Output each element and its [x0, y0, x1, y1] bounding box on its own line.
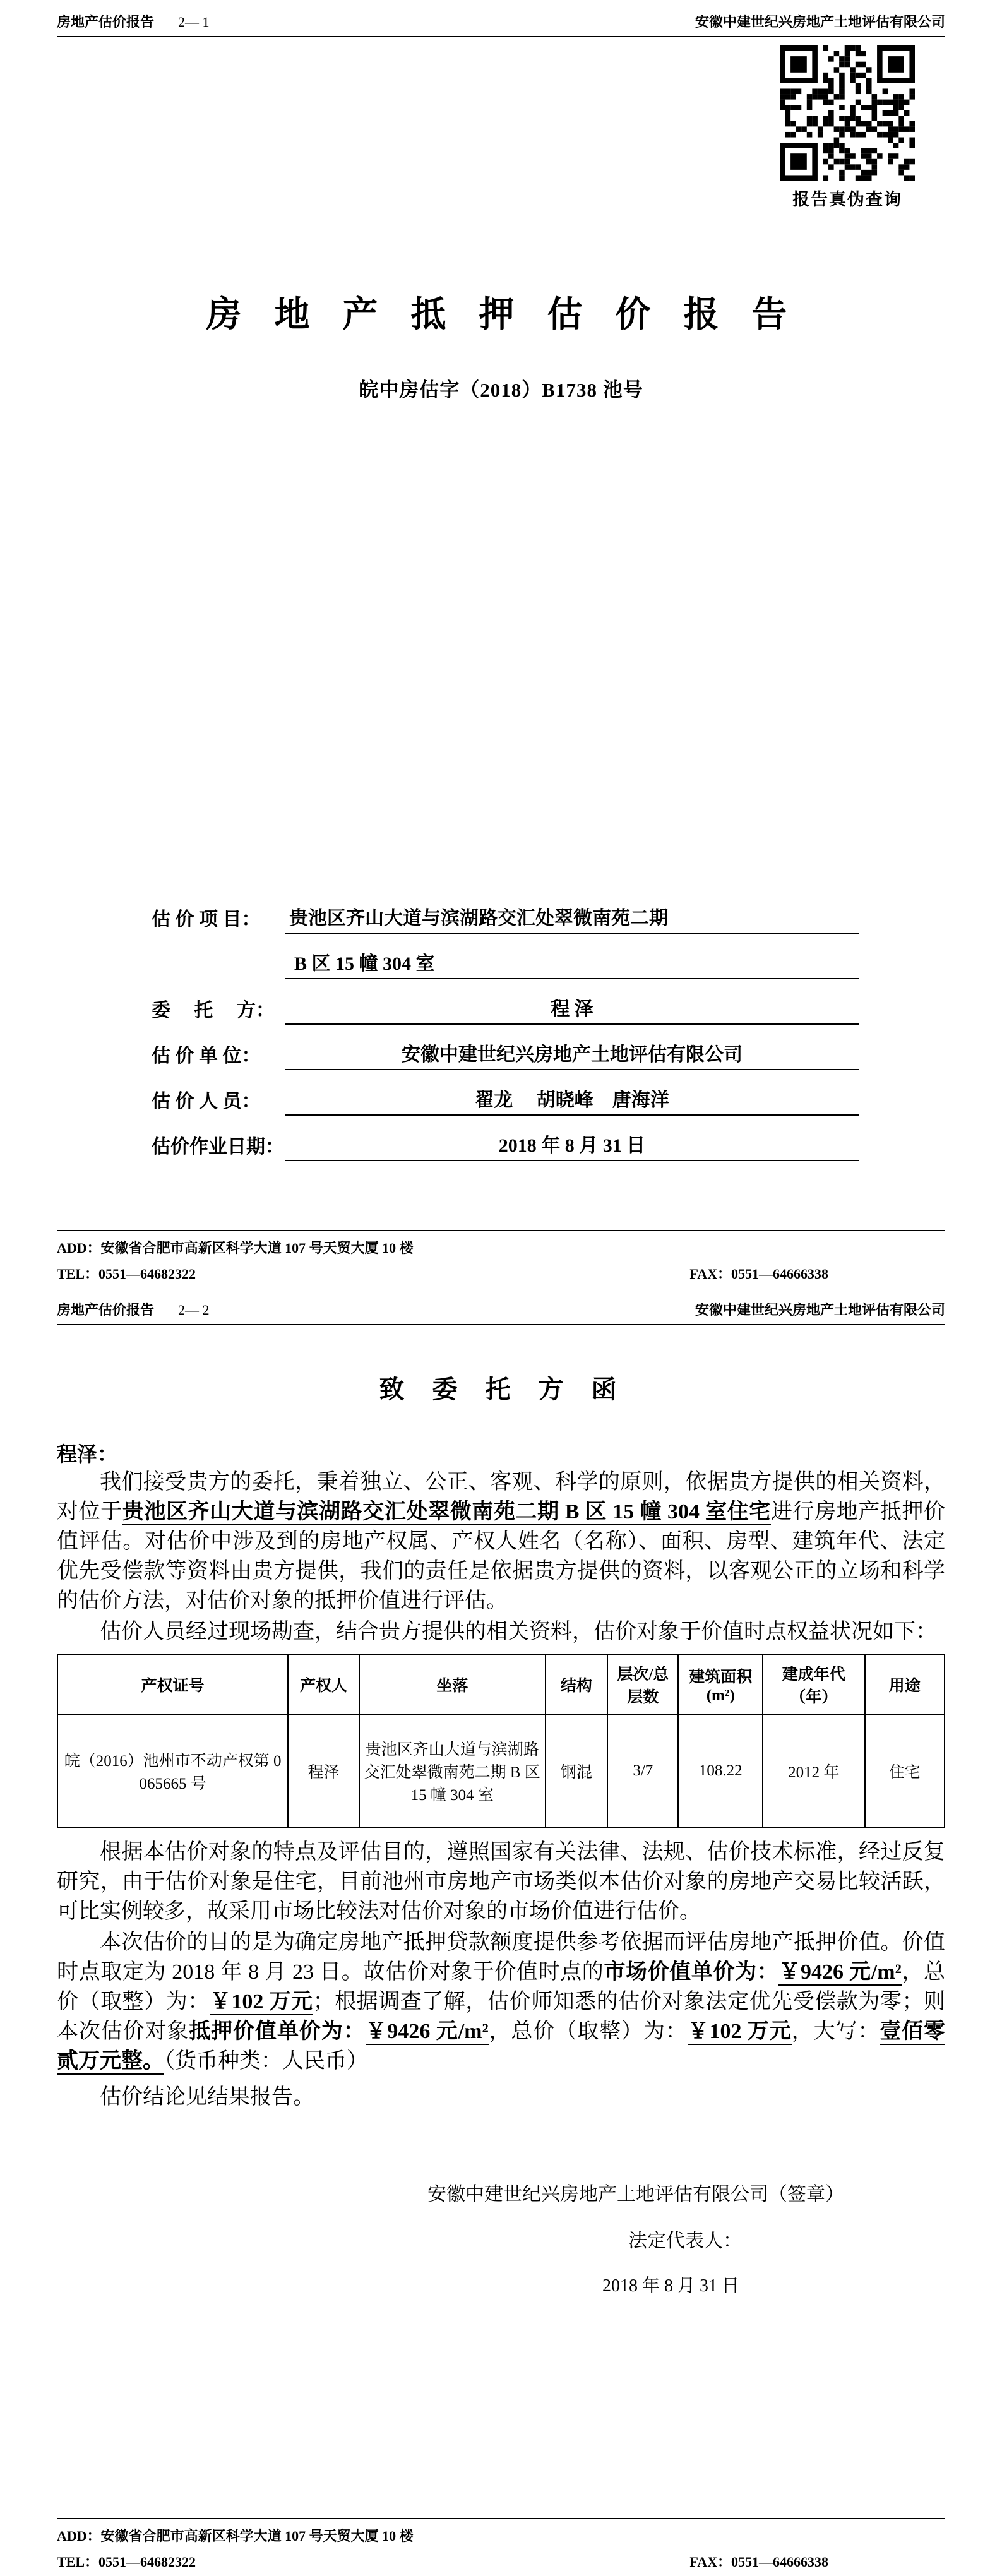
- field-staff-label: 估 价 人 员：: [152, 1091, 261, 1112]
- table-cell-owner: 程泽: [288, 1714, 359, 1828]
- footer-fax: FAX：0551—64666338: [689, 1266, 828, 1282]
- field-project-value-line1: 贵池区齐山大道与滨湖路交汇处翠微南苑二期: [285, 902, 859, 934]
- field-agency-label: 估 价 单 位：: [152, 1046, 261, 1066]
- table-cell-floor: 3/7: [607, 1714, 678, 1828]
- market-unit-price: ￥9426 元/m²: [778, 1960, 901, 1986]
- table-cell-location: 贵池区齐山大道与滨湖路交汇处翠微南苑二期 B 区 15 幢 304 室: [359, 1714, 546, 1828]
- signature-company: 安徽中建世纪兴房地产土地评估有限公司（签章）: [427, 2184, 844, 2205]
- text-run: ，总价（取整）为：: [488, 2020, 688, 2043]
- market-total-price: ￥102 万元: [210, 1990, 313, 2015]
- paragraph-conclusion: 估价结论见结果报告。: [100, 2085, 314, 2109]
- table-cell-area: 108.22: [678, 1714, 762, 1828]
- subject-property-text: 贵池区齐山大道与滨湖路交汇处翠微南苑二期 B 区 15 幢 304 室住宅: [122, 1500, 771, 1525]
- table-header-structure: 结构: [546, 1655, 607, 1714]
- table-cell-structure: 钢混: [546, 1714, 607, 1828]
- header-doc-type: 房地产估价报告: [57, 1302, 155, 1318]
- footer-tel: TEL：0551—64682322: [57, 1266, 196, 1282]
- mortgage-total-price: ￥102 万元: [688, 2020, 792, 2045]
- field-project: [152, 888, 859, 934]
- table-cell-use: 住宅: [865, 1714, 945, 1828]
- paragraph-method: 根据本估价对象的特点及评估目的，遵照国家有关法律、法规、估价技术标准，经过反复研究，由于估价对象是住宅，目前池州市房地产市场类似本估价对象的房地产交易比较活跃，可比实例较多，故采用市场比较法对估价对象的市场价值进行估价。: [57, 1840, 945, 1923]
- field-client: [152, 979, 859, 1025]
- table-header-cert: 产权证号: [57, 1655, 288, 1714]
- field-date-label: 估价作业日期：: [152, 1136, 284, 1157]
- paragraph-value: [57, 1928, 945, 2076]
- field-project-value-line2: B 区 15 幢 304 室: [285, 948, 859, 979]
- table-header-row: [57, 1655, 945, 1714]
- report-title: 房 地 产 抵 押 估 价 报 告: [206, 295, 796, 335]
- footer-fax: FAX：0551—64666338: [689, 2554, 828, 2570]
- cover-fields: [57, 888, 945, 1161]
- table-header-location: 坐落: [359, 1655, 546, 1714]
- table-header-owner: 产权人: [288, 1655, 359, 1714]
- table-cell-year: 2012 年: [763, 1714, 865, 1828]
- header-page-number: 2— 1: [178, 14, 210, 30]
- page-2: [0, 1288, 1002, 2576]
- mortgage-unit-price: ￥9426 元/m²: [366, 2020, 489, 2045]
- text-run: 本次估价的目的是为确定房地产抵押贷款额度提供参考依据而评估房地产抵押价值。价值时点取定为 2018 年 8 月 23 日。故估价对象于价值时点的: [57, 1931, 945, 1984]
- table-cell-cert: 皖（2016）池州市不动产权第 0065665 号: [57, 1714, 288, 1828]
- header-company-name: 安徽中建世纪兴房地产土地评估有限公司: [695, 14, 945, 30]
- field-client-label: 委 托 方：: [152, 1000, 275, 1021]
- header-page-number: 2— 2: [178, 1302, 210, 1318]
- table-header-year: 建成年代（年）: [763, 1655, 865, 1714]
- report-number: 皖中房估字（2018）B1738 池号: [359, 379, 643, 401]
- qr-caption: 报告真伪查询: [792, 190, 902, 209]
- amount-in-words: 壹佰零贰万元整。: [57, 2020, 945, 2075]
- market-value-term: 市场价值: [604, 1960, 691, 1984]
- ownership-table: [57, 1654, 945, 1828]
- footer-contacts: [57, 1263, 945, 1283]
- salutation: 程泽：: [57, 1443, 118, 1465]
- field-staff: [152, 1070, 859, 1116]
- text-run: ；根据调查了解，估价师知悉的估价对象法定优先受偿款为零；则本次估价对象: [57, 1990, 946, 2043]
- text-run: ，大写：: [791, 2020, 880, 2043]
- text-run: （货币种类：人民币）: [164, 2049, 368, 2073]
- qr-code-icon: [780, 45, 915, 181]
- paragraph-intro: [57, 1467, 945, 1616]
- table-row: [57, 1714, 945, 1828]
- page1-running-header: [57, 11, 945, 37]
- signature-date: 2018 年 8 月 31 日: [602, 2276, 739, 2296]
- letter-title: 致 委 托 方 函: [379, 1375, 623, 1404]
- page2-running-footer: [57, 2518, 945, 2571]
- qr-block: [780, 45, 915, 210]
- table-header-use: 用途: [865, 1655, 945, 1714]
- paragraph-survey: 估价人员经过现场勘查，结合贵方提供的相关资料，估价对象于价值时点权益状况如下：: [100, 1620, 937, 1643]
- page1-running-footer: [57, 1230, 945, 1283]
- text-run: ，总价（取整）为：: [57, 1960, 946, 2013]
- header-company-name: 安徽中建世纪兴房地产土地评估有限公司: [695, 1302, 945, 1318]
- field-agency-value: 安徽中建世纪兴房地产土地评估有限公司: [285, 1039, 859, 1070]
- field-date-value: 2018 年 8 月 31 日: [285, 1130, 859, 1161]
- field-date: [152, 1116, 859, 1161]
- mortgage-value-term: 抵押价值: [189, 2020, 277, 2043]
- page2-running-header: [57, 1299, 945, 1325]
- footer-tel: TEL：0551—64682322: [57, 2554, 196, 2570]
- field-label-spacer: [152, 977, 285, 979]
- signature-legal-representative: 法定代表人：: [628, 2231, 742, 2251]
- header-doc-type: 房地产估价报告: [57, 14, 155, 30]
- table-header-floor: 层次/总层数: [607, 1655, 678, 1714]
- field-agency: [152, 1025, 859, 1070]
- field-staff-value: 翟龙 胡晓峰 唐海洋: [285, 1084, 859, 1116]
- footer-address: ADD：安徽省合肥市高新区科学大道 107 号天贸大厦 10 楼: [57, 2528, 414, 2544]
- footer-contacts: [57, 2551, 945, 2571]
- text-run: 单价为：: [691, 1960, 779, 1984]
- text-run: 我们接受贵方的委托，秉着独立、公正、客观、科学的原则，依据贵方提供的相关资料，对位于: [57, 1470, 945, 1524]
- text-run: 进行房地产抵押价值评估。对估价中涉及到的房地产权属、产权人姓名（名称）、面积、房型、建筑年代、法定优先受偿款等资料由贵方提供，我们的责任是依据贵方提供的资料，以客观公正的立场和科学的估价方法，对估价对象的抵押价值进行评估。: [57, 1500, 945, 1613]
- footer-address: ADD：安徽省合肥市高新区科学大道 107 号天贸大厦 10 楼: [57, 1240, 414, 1256]
- field-project-label: 估 价 项 目：: [152, 909, 261, 930]
- text-run: 单价为：: [277, 2020, 366, 2043]
- field-client-value: 程 泽: [285, 993, 859, 1025]
- table-header-area: 建筑面积(m²): [678, 1655, 762, 1714]
- field-project-continuation: [152, 934, 859, 979]
